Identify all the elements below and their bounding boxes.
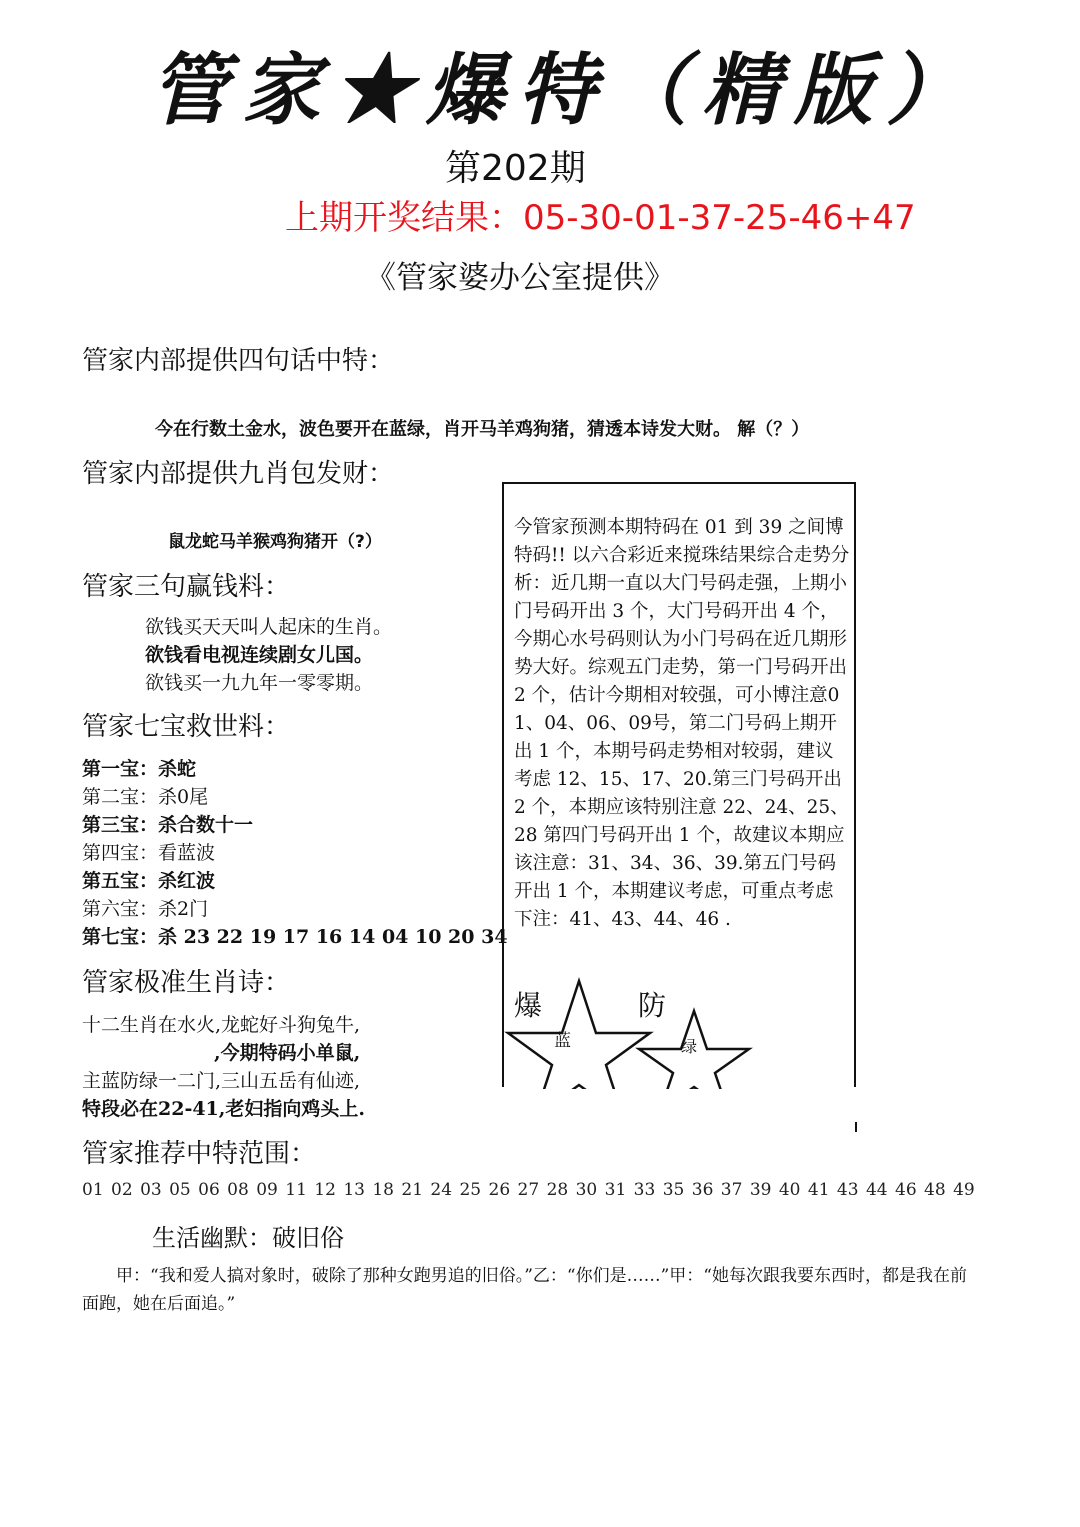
analysis-box [502,482,856,1087]
poem-line: 特段必在22-41,老妇指向鸡头上. [82,1098,365,1120]
provider-line: 《管家婆办公室提供》 [365,260,675,296]
last-result: 上期开奖结果：05-30-01-37-25-46+47 [285,198,916,238]
poem-heading: 管家极准生肖诗： [82,968,291,998]
poem-line: ,今期特码小单鼠, [214,1042,361,1064]
four-sentence-text: 今在行数土金水，波色要开在蓝绿，肖开马羊鸡狗猪，猜透本诗发大财。 解（？） [155,419,810,440]
three-sentence-line: 欲钱买一九九年一零零期。 [145,672,374,694]
seven-treasures-heading: 管家七宝救世料： [82,712,291,742]
treasure-item: 第七宝：杀 23 22 19 17 16 14 04 10 20 34 [82,926,508,948]
three-sentence-line: 欲钱买天天叫人起床的生肖。 [145,616,393,638]
three-sentence-line: 欲钱看电视连续剧女儿国。 [145,644,374,666]
four-sentence-heading: 管家内部提供四句话中特： [82,346,395,376]
page-title: 管家★爆特（精版） [150,45,979,136]
treasure-item: 第三宝：杀合数十一 [82,814,254,836]
nine-zodiac-text: 鼠龙蛇马羊猴鸡狗猪开（?） [168,532,382,552]
star-label-bao: 爆 [514,989,543,1022]
divider-tick [855,1122,857,1132]
treasure-item: 第二宝：杀0尾 [82,786,209,808]
poem-line: 十二生肖在水火,龙蛇好斗狗兔牛, [82,1014,361,1036]
treasure-item: 第一宝：杀蛇 [82,758,197,780]
star-label-green: 绿 [681,1037,698,1056]
star-label-fang: 防 [638,989,667,1022]
treasure-item: 第六宝：杀2门 [82,898,209,920]
range-numbers: 01 02 03 05 06 08 09 11 12 13 18 21 24 25 26 27 28 30 31 33 35 36 37 39 40 41 43 44 46 48 49 [82,1180,975,1200]
treasure-item: 第四宝：看蓝波 [82,842,216,864]
star-label-blue: 蓝 [554,1031,571,1051]
treasure-item: 第五宝：杀红波 [82,870,216,892]
range-heading: 管家推荐中特范围： [82,1139,317,1169]
three-sentence-heading: 管家三句赢钱料： [82,572,291,602]
nine-zodiac-heading: 管家内部提供九肖包发财： [82,459,395,489]
humor-heading: 生活幽默：破旧俗 [152,1224,344,1252]
issue-number: 第202期 [445,148,586,189]
humor-text: 甲：“我和爱人搞对象时，破除了那种女跑男追的旧俗。”乙：“你们是……”甲：“她每次跟我要东西时，都是我在前面跑，她在后面追。” [82,1266,967,1314]
poem-line: 主蓝防绿一二门,三山五岳有仙迹, [82,1070,361,1092]
analysis-text: 今管家预测本期特码在 01 到 39 之间博特码!! 以六合彩近来搅珠结果综合走势分析：近几期一直以大门号码走强，上期小门号码开出 3 个，大门号码开出 4 个，今期心水号码则认为小门号码在近几期形势大好。综观五门走势，第一门号码开出 2 个，估计今期相对较强，可小博注意01、04、06、09号，第二门号码上期开出 1 个，本期号码走势相对较弱，建议考虑 12、15、17、20.第三门号码开出 2 个，本期应该特别注意 22、24、25、28 第四门号码开出 1 个，故建议本期应该注意：31、34、36、39.第五门号码开出 1 个，本期建议考虑，可重点考虑下注：41、43、44、46 . [514,517,850,930]
